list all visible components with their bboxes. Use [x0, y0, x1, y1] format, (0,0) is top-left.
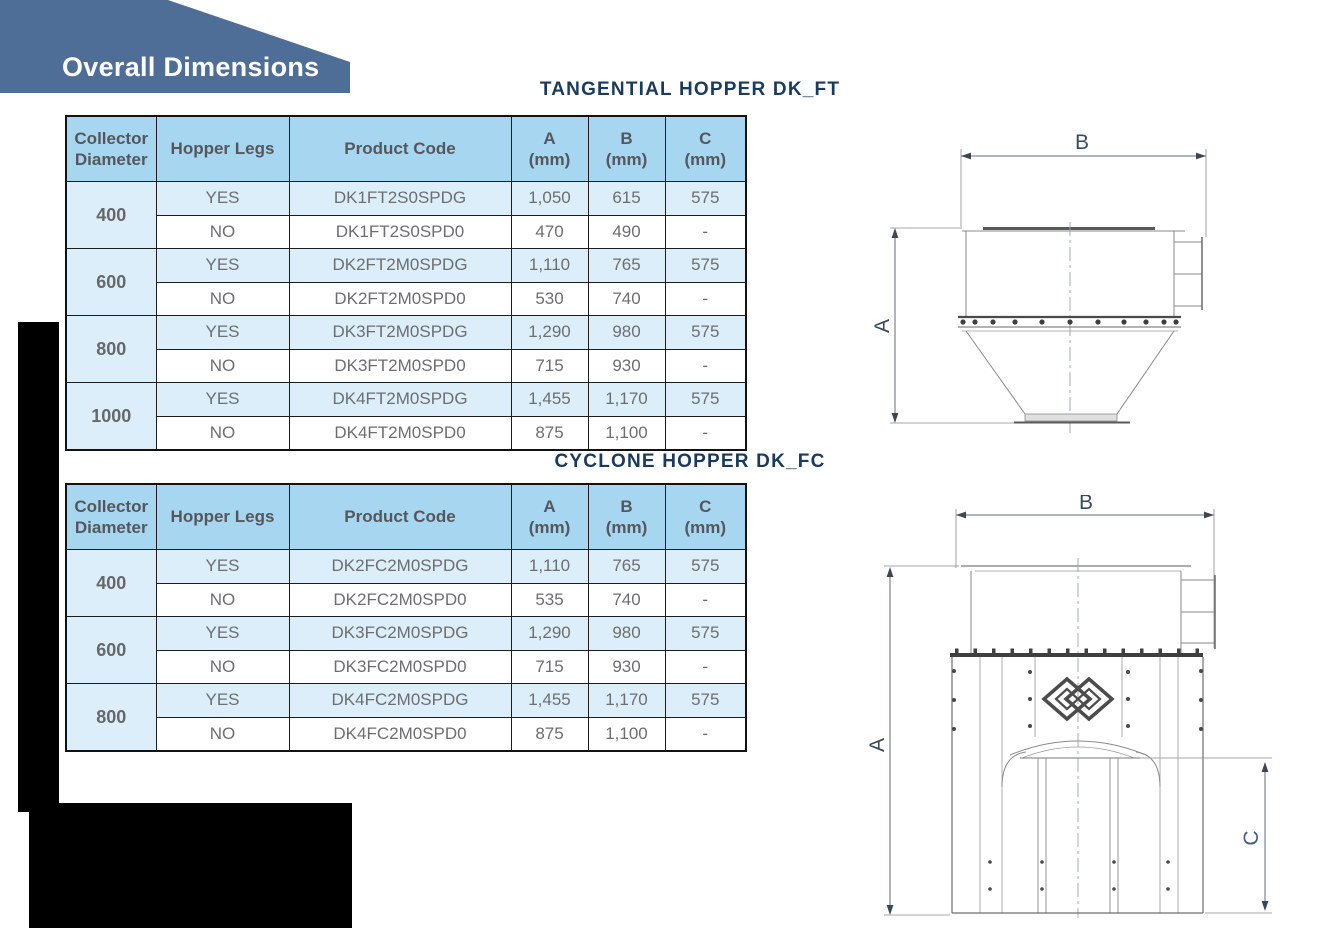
cell-b: 980	[588, 316, 665, 350]
cell-b: 930	[588, 349, 665, 383]
tangential-hopper-title: TANGENTIAL HOPPER DK_FT	[539, 79, 841, 100]
cyclone-hopper-title: CYCLONE HOPPER DK_FC	[554, 451, 826, 472]
cell-c: 575	[665, 617, 746, 651]
dim-b-label: B	[1074, 131, 1090, 154]
dimension-arrows	[892, 153, 1206, 423]
header-line: Diameter	[74, 518, 148, 537]
header-line: A	[543, 496, 556, 516]
cell-b: 740	[588, 583, 665, 617]
dim-c-label: C	[1240, 830, 1263, 846]
table-row	[66, 650, 746, 684]
cell-legs: YES	[156, 182, 289, 216]
table-row	[66, 383, 746, 417]
cyclone-dimensions-table	[65, 483, 747, 752]
header-line: Collector	[74, 128, 149, 148]
cell-c: 575	[665, 550, 746, 584]
cell-b: 1,100	[588, 416, 665, 450]
cell-legs: NO	[156, 650, 289, 684]
cell-a: 470	[511, 215, 588, 249]
header-line: Diameter	[74, 150, 148, 169]
header-collector-diameter	[66, 116, 156, 182]
cell-code: DK2FC2M0SPD0	[289, 583, 511, 617]
header-dim-a	[511, 116, 588, 182]
cell-code: DK2FT2M0SPD0	[289, 282, 511, 316]
cell-c: 575	[665, 383, 746, 417]
header-line: (mm)	[684, 150, 727, 169]
cell-legs: YES	[156, 684, 289, 718]
header-line: (mm)	[528, 150, 571, 169]
header-line: C	[699, 128, 712, 148]
cell-a: 1,455	[511, 383, 588, 417]
table-row	[66, 349, 746, 383]
diameter-cell: 800	[66, 316, 156, 383]
cell-code: DK3FT2M0SPD0	[289, 349, 511, 383]
cell-b: 740	[588, 282, 665, 316]
cell-c: 575	[665, 684, 746, 718]
cell-b: 1,100	[588, 717, 665, 751]
cell-c: -	[665, 282, 746, 316]
cell-b: 490	[588, 215, 665, 249]
cell-code: DK4FC2M0SPDG	[289, 684, 511, 718]
tangential-dimensions-table	[65, 115, 747, 451]
header-dim-c	[665, 116, 746, 182]
header-product-code: Product Code	[289, 116, 511, 182]
table-row	[66, 717, 746, 751]
cell-code: DK4FC2M0SPD0	[289, 717, 511, 751]
cell-c: 575	[665, 249, 746, 283]
cell-code: DK2FT2M0SPDG	[289, 249, 511, 283]
header-collector-diameter	[66, 484, 156, 550]
diameter-cell: 600	[66, 617, 156, 684]
cell-c: -	[665, 349, 746, 383]
cell-b: 980	[588, 617, 665, 651]
cell-legs: NO	[156, 349, 289, 383]
diameter-cell: 400	[66, 182, 156, 249]
cell-a: 530	[511, 282, 588, 316]
cell-legs: NO	[156, 215, 289, 249]
cell-b: 615	[588, 182, 665, 216]
cell-legs: YES	[156, 383, 289, 417]
redaction-block	[29, 803, 352, 928]
header-dim-b	[588, 484, 665, 550]
cell-a: 875	[511, 416, 588, 450]
table-row	[66, 249, 746, 283]
cell-legs: YES	[156, 550, 289, 584]
cell-b: 765	[588, 249, 665, 283]
cell-b: 1,170	[588, 383, 665, 417]
header-hopper-legs: Hopper Legs	[156, 116, 289, 182]
header-line: B	[620, 128, 633, 148]
header-line: C	[699, 496, 712, 516]
tangential-hopper-drawing	[855, 125, 1225, 440]
dim-a-label: A	[871, 318, 894, 334]
cell-a: 535	[511, 583, 588, 617]
cell-a: 1,290	[511, 316, 588, 350]
cell-b: 930	[588, 650, 665, 684]
header-row	[66, 116, 746, 182]
page-title: Overall Dimensions	[62, 52, 320, 82]
cell-code: DK3FT2M0SPDG	[289, 316, 511, 350]
cell-legs: NO	[156, 717, 289, 751]
header-line: (mm)	[605, 150, 648, 169]
dimension-arrows	[887, 512, 1269, 915]
header-product-code: Product Code	[289, 484, 511, 550]
table-row	[66, 583, 746, 617]
diameter-cell: 600	[66, 249, 156, 316]
table-row	[66, 684, 746, 718]
dim-b-label: B	[1078, 495, 1094, 514]
cell-legs: NO	[156, 416, 289, 450]
header-line: B	[620, 496, 633, 516]
cell-legs: YES	[156, 316, 289, 350]
cell-a: 1,110	[511, 249, 588, 283]
table-row	[66, 316, 746, 350]
header-line: Collector	[74, 496, 149, 516]
cell-legs: NO	[156, 583, 289, 617]
cell-code: DK4FT2M0SPDG	[289, 383, 511, 417]
cell-code: DK2FC2M0SPDG	[289, 550, 511, 584]
diameter-cell: 400	[66, 550, 156, 617]
dim-a-label: A	[866, 737, 889, 753]
cell-a: 1,110	[511, 550, 588, 584]
diameter-cell: 1000	[66, 383, 156, 451]
cell-code: DK1FT2S0SPDG	[289, 182, 511, 216]
panel-bolts	[952, 669, 1203, 891]
header-dim-b	[588, 116, 665, 182]
cell-a: 1,290	[511, 617, 588, 651]
cell-legs: YES	[156, 249, 289, 283]
header-hopper-legs: Hopper Legs	[156, 484, 289, 550]
header-line: (mm)	[528, 518, 571, 537]
cell-a: 1,455	[511, 684, 588, 718]
header-line: (mm)	[605, 518, 648, 537]
cell-a: 715	[511, 349, 588, 383]
diameter-cell: 800	[66, 684, 156, 752]
table-row	[66, 617, 746, 651]
cell-c: -	[665, 650, 746, 684]
cell-c: -	[665, 717, 746, 751]
cell-c: -	[665, 215, 746, 249]
cell-a: 1,050	[511, 182, 588, 216]
redaction-bar	[18, 322, 59, 812]
cell-legs: YES	[156, 617, 289, 651]
cell-code: DK1FT2S0SPD0	[289, 215, 511, 249]
flange-bolts	[960, 319, 1178, 324]
header-row	[66, 484, 746, 550]
header-dim-a	[511, 484, 588, 550]
cell-legs: NO	[156, 282, 289, 316]
table-row	[66, 182, 746, 216]
cell-a: 715	[511, 650, 588, 684]
table-row	[66, 215, 746, 249]
cell-c: -	[665, 583, 746, 617]
header-line: (mm)	[684, 518, 727, 537]
table-row	[66, 550, 746, 584]
cell-b: 765	[588, 550, 665, 584]
cyclone-hopper-drawing	[855, 495, 1285, 928]
cell-c: 575	[665, 182, 746, 216]
cell-c: 575	[665, 316, 746, 350]
cell-code: DK3FC2M0SPD0	[289, 650, 511, 684]
cell-b: 1,170	[588, 684, 665, 718]
cell-code: DK3FC2M0SPDG	[289, 617, 511, 651]
table-row	[66, 282, 746, 316]
cell-c: -	[665, 416, 746, 450]
header-line: A	[543, 128, 556, 148]
cell-code: DK4FT2M0SPD0	[289, 416, 511, 450]
header-dim-c	[665, 484, 746, 550]
cell-a: 875	[511, 717, 588, 751]
table-row	[66, 416, 746, 450]
